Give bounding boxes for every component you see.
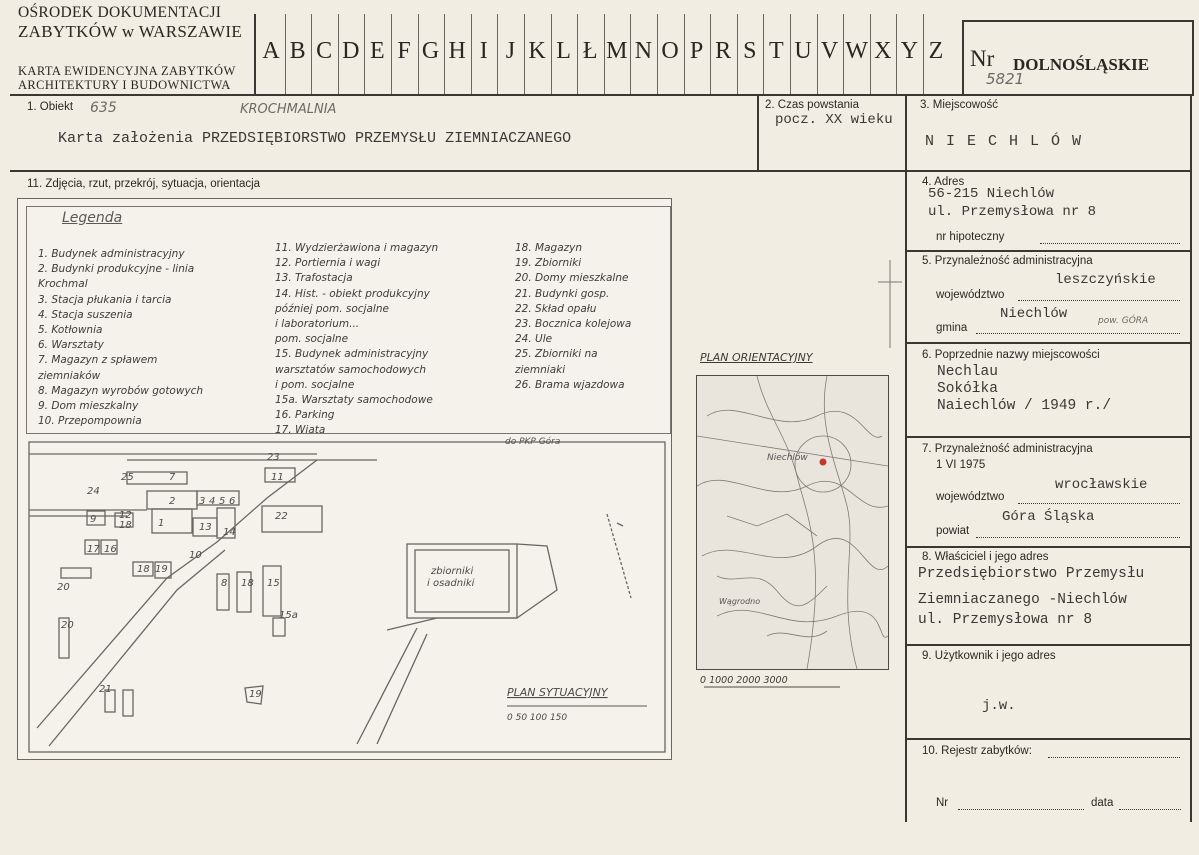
legend-item: 21. Budynki gosp. xyxy=(515,287,610,300)
legend-item: 24. Ule xyxy=(515,333,553,346)
svg-text:3: 3 xyxy=(199,496,206,507)
legend-item: 22. Skład opału xyxy=(515,302,597,315)
orientation-plan-title: PLAN ORIENTACYJNY xyxy=(700,351,813,364)
svg-text:9: 9 xyxy=(90,514,97,525)
legend-item: 17. Wiata xyxy=(275,424,326,437)
legend-item: ziemniaki xyxy=(515,363,566,376)
divider xyxy=(905,738,1191,740)
divider xyxy=(905,94,907,822)
legend-item: 23. Bocznica kolejowa xyxy=(515,318,632,330)
owner-label: 8. Właściciel i jego adres xyxy=(922,551,1049,563)
svg-text:4: 4 xyxy=(209,496,216,507)
locality-label: 3. Miejscowość xyxy=(920,99,998,111)
svg-text:1: 1 xyxy=(158,518,165,529)
road-note: do PKP Góra xyxy=(505,437,561,447)
svg-text:10: 10 xyxy=(189,550,202,561)
object-handwritten-name: KROCHMALNIA xyxy=(240,102,337,117)
svg-text:18: 18 xyxy=(241,578,254,589)
owner-line-1: Przedsiębiorstwo Przemysłu xyxy=(918,566,1145,582)
county-label: powiat xyxy=(936,525,970,537)
object-number: 635 xyxy=(90,100,117,116)
situation-plan-drawing xyxy=(17,198,671,759)
legend-item: 20. Domy mieszkalne xyxy=(515,272,629,285)
number-label: Nr xyxy=(970,46,995,71)
legend-item: 6. Warsztaty xyxy=(38,339,104,352)
address-label: 4. Adres xyxy=(922,176,965,188)
legend-item: 7. Magazyn z spławem xyxy=(38,354,158,367)
alphabet-letter: L xyxy=(556,38,571,64)
orientation-map xyxy=(696,375,889,670)
institution-line-2: ZABYTKÓW w WARSZAWIE xyxy=(18,22,243,41)
card-type-line-2: ARCHITEKTURY I BUDOWNICTWA xyxy=(18,78,231,92)
voivodeship-1975-value: wrocławskie xyxy=(1055,477,1148,493)
alphabet-letter: J xyxy=(505,38,516,64)
alphabet-letter: D xyxy=(342,38,360,64)
svg-text:25: 25 xyxy=(121,472,134,483)
alphabet-letter: K xyxy=(528,38,546,64)
commune-label: gmina xyxy=(936,322,968,334)
commune-value: Niechlów xyxy=(1000,306,1068,322)
former-name-3: Naiechlów / 1949 r./ xyxy=(937,398,1112,414)
plan-situational-title: PLAN SYTUACYJNY xyxy=(507,686,608,699)
register-number: 5821 xyxy=(986,70,1025,88)
situational-scale: 0 50 100 150 xyxy=(507,713,568,723)
legend-item: 5. Kotłownia xyxy=(38,324,103,336)
voivodeship-1975-label: województwo xyxy=(936,491,1005,503)
svg-text:5: 5 xyxy=(219,496,226,507)
alphabet-letter: G xyxy=(421,38,440,64)
map-town-label: Niechlów xyxy=(767,453,808,463)
legend-item: i laboratorium... xyxy=(275,318,360,330)
svg-text:19: 19 xyxy=(155,564,168,575)
alphabet-letter: S xyxy=(743,38,757,64)
orientation-scale: 0 1000 2000 3000 xyxy=(700,675,788,686)
legend-item: 1. Budynek administracyjny xyxy=(38,248,185,260)
svg-text:6: 6 xyxy=(229,496,236,507)
alphabet-letter: V xyxy=(820,38,839,64)
institution-line-1: OŚRODEK DOKUMENTACJI xyxy=(18,4,222,21)
svg-text:11: 11 xyxy=(271,472,284,483)
legend-item: pom. socjalne xyxy=(275,333,349,346)
svg-text:20: 20 xyxy=(57,582,70,593)
alphabet-letter: U xyxy=(794,38,812,64)
svg-text:2: 2 xyxy=(169,496,176,507)
svg-text:8: 8 xyxy=(221,578,228,589)
voivodeship-value: leszczyńskie xyxy=(1055,272,1156,288)
alphabet-letter: N xyxy=(634,38,653,64)
svg-text:7: 7 xyxy=(169,472,176,483)
owner-line-2: Ziemniaczanego -Niechlów xyxy=(918,592,1127,608)
user-value: j.w. xyxy=(982,698,1016,714)
alphabet-letter: H xyxy=(448,38,466,64)
svg-text:19: 19 xyxy=(249,689,262,700)
admin-label: 5. Przynależność administracyjna xyxy=(922,255,1093,267)
divider xyxy=(905,644,1191,646)
svg-text:22: 22 xyxy=(275,511,288,522)
commune-note: pow. GÓRA xyxy=(1098,316,1149,326)
owner-line-3: ul. Przemysłowa nr 8 xyxy=(918,612,1093,628)
legend-item: 14. Hist. - obiekt produkcyjny xyxy=(275,287,430,300)
legend-item: 16. Parking xyxy=(275,409,335,422)
alphabet-letter: C xyxy=(316,38,333,64)
legend-item: 9. Dom mieszkalny xyxy=(38,400,139,412)
date-value: pocz. XX wieku xyxy=(775,112,893,128)
photos-label: 11. Zdjęcia, rzut, przekrój, sytuacja, orientacja xyxy=(27,178,261,190)
alphabet-letter: E xyxy=(370,38,385,64)
county-value: Góra Śląska xyxy=(1002,509,1095,525)
svg-text:i osadniki: i osadniki xyxy=(427,578,475,589)
legend-item: 26. Brama wjazdowa xyxy=(515,378,625,391)
legend-item: warsztatów samochodowych xyxy=(275,363,427,376)
object-label: 1. Obiekt xyxy=(27,101,74,113)
legend-item: 2. Budynki produkcyjne - linia xyxy=(38,263,195,276)
alphabet-letter: W xyxy=(845,38,868,64)
admin-1975-label: 7. Przynależność administracyjna xyxy=(922,443,1093,455)
legend-item: 15. Budynek administracyjny xyxy=(275,348,429,361)
legend-item: później pom. socjalne xyxy=(275,302,389,315)
alphabet-letter: B xyxy=(289,38,306,64)
legend-item: 18. Magazyn xyxy=(515,242,583,254)
former-name-1: Nechlau xyxy=(937,364,998,380)
voivodeship-label: województwo xyxy=(936,289,1005,301)
former-name-2: Sokółka xyxy=(937,381,998,397)
alphabet-letter: Y xyxy=(900,38,919,64)
divider xyxy=(905,546,1191,548)
address-line-2: ul. Przemysłowa nr 8 xyxy=(928,204,1097,220)
alphabet-letter: R xyxy=(715,38,732,64)
svg-text:18: 18 xyxy=(137,564,150,575)
divider xyxy=(1190,94,1192,822)
address-line-1: 56-215 Niechlów xyxy=(928,186,1055,202)
locality-value: NIECHLÓW xyxy=(925,133,1094,150)
legend-item: i pom. socjalne xyxy=(275,378,355,391)
divider xyxy=(905,250,1191,252)
svg-text:17: 17 xyxy=(87,544,100,555)
legend-item: 25. Zbiorniki na xyxy=(515,348,598,361)
former-names-label: 6. Poprzednie nazwy miejscowości xyxy=(922,349,1100,361)
svg-text:23: 23 xyxy=(267,452,280,463)
date-label: 2. Czas powstania xyxy=(765,99,859,111)
alphabet-letter: F xyxy=(397,38,411,64)
legend-item: 10. Przepompownia xyxy=(38,415,142,428)
alphabet-letter: A xyxy=(262,38,280,64)
legend-item: 8. Magazyn wyrobów gotowych xyxy=(38,384,204,397)
svg-text:24: 24 xyxy=(87,486,100,497)
alphabet-letter: X xyxy=(874,38,892,64)
svg-text:13: 13 xyxy=(199,522,212,533)
svg-text:15: 15 xyxy=(267,578,280,589)
legend-item: 19. Zbiorniki xyxy=(515,257,582,270)
legend-title: Legenda xyxy=(62,210,123,226)
admin-1975-date: 1 VI 1975 xyxy=(936,459,986,471)
alphabet-letter: Ł xyxy=(582,38,598,64)
map-village-label: Wągrodno xyxy=(719,597,761,606)
alphabet-letter: I xyxy=(479,38,488,64)
register-nr-label: Nr xyxy=(936,797,949,809)
svg-text:18: 18 xyxy=(119,520,132,531)
alphabet-letter: M xyxy=(606,38,628,64)
card-type-line-1: KARTA EWIDENCYJNA ZABYTKÓW xyxy=(18,64,236,78)
register-date-label: data xyxy=(1091,797,1114,809)
svg-text:15a: 15a xyxy=(279,610,298,621)
legend-item: ziemniaków xyxy=(38,369,101,382)
region-name: DOLNOŚLĄSKIE xyxy=(1013,55,1150,74)
divider xyxy=(905,436,1191,438)
alphabet-letter: Z xyxy=(928,38,944,64)
legend-item: 12. Portiernia i wagi xyxy=(275,257,381,270)
object-value: Karta założenia PRZEDSIĘBIORSTWO PRZEMYSŁU ZIEMNIACZANEGO xyxy=(58,130,572,147)
legend-item: 13. Trafostacja xyxy=(275,272,353,285)
divider xyxy=(757,94,759,170)
legend-item: 15a. Warsztaty samochodowe xyxy=(275,394,433,406)
register-label: 10. Rejestr zabytków: xyxy=(922,745,1032,757)
alphabet-letter: T xyxy=(769,38,784,64)
user-label: 9. Użytkownik i jego adres xyxy=(922,650,1056,662)
svg-text:14: 14 xyxy=(223,527,236,538)
svg-text:zbiorniki: zbiorniki xyxy=(431,566,474,577)
legend-item: Krochmal xyxy=(38,278,88,291)
alphabet-letter: P xyxy=(689,38,704,64)
mortgage-label: nr hipoteczny xyxy=(936,231,1005,243)
svg-text:21: 21 xyxy=(99,684,112,695)
svg-text:12: 12 xyxy=(119,510,132,521)
svg-text:20: 20 xyxy=(61,620,74,631)
legend-item: 4. Stacja suszenia xyxy=(38,308,133,321)
divider xyxy=(254,14,256,94)
svg-text:16: 16 xyxy=(104,544,117,555)
divider xyxy=(905,342,1191,344)
legend-item: 11. Wydzierżawiona i magazyn xyxy=(275,242,439,254)
legend-item: 3. Stacja płukania i tarcia xyxy=(38,293,172,306)
divider xyxy=(10,170,1192,172)
alphabet-letter: O xyxy=(661,38,679,64)
